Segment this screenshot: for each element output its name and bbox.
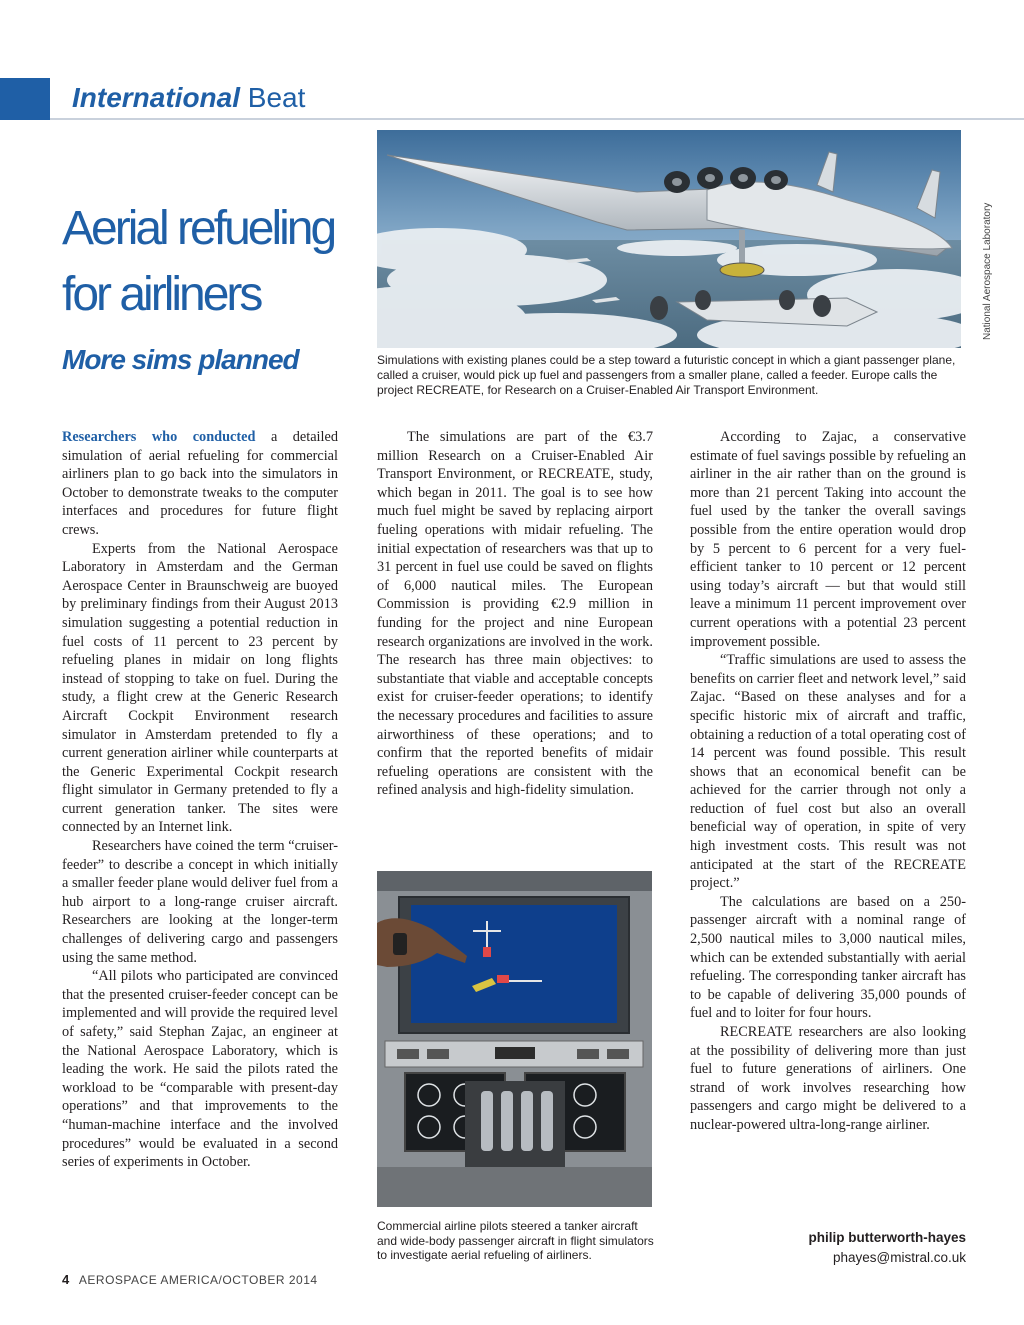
- paragraph-text: a detailed simulation of aerial refueling for commercial airliners plan to go back into the simulators in October to demonstrate tweaks to the computer interfaces and procedures for future flight crews.: [62, 429, 338, 538]
- article-paragraph: “Traffic simulations are used to assess the benefits on carrier fleet and network level,” said Zajac. “Based on these analyses and for a specific historic mix of aircraft and traffic, obtaining a reduction of a total operating cost of 14 percent was found possible. This result shows that an economical benefit can be achieved for the carrier through not only a reduction of fuel cost but also an overall beneficial way of operation, in spite of very high investment costs. This result was not anticipated at the start of the RECREATE project.”: [690, 652, 966, 892]
- cruiser-feeder-photo: [377, 130, 961, 348]
- page-footer: [62, 1270, 318, 1290]
- article-paragraph: The simulations are part of the €3.7 million Research on a Cruiser-Enabled Air Transport Environment, or RECREATE, study, which began in 2011. The goal is to see how much fuel might be saved by replacing airport fueling operations with midair refueling. The initial expectation of researchers was that up to 31 percent in fuel use could be saved on flights of 6,000 nautical miles. The European Commission is providing €2.9 million in funding for the project and nine European research organizations are involved in the work. The research has three main objectives: to substantiate that viable and acceptable concepts exist for cruiser-feeder operations; to identify the necessary procedures and facilities to assure airworthiness of these operations; and to confirm that the reported benefits of midair refueling operations are consistent with the refined analysis and high-fidelity simulation.: [377, 429, 653, 799]
- article-paragraph: According to Zajac, a conservative estimate of fuel savings possible by refueling an airliner in the air rather than on the ground is more than 21 percent Taking into account the fuel used by the tanker the overall savings possible from the entire operation would drop by 5 percent to 6 percent for a very fuel-efficient tanker to 10 percent or 12 percent using today’s aircraft — but that would still leave a minimum 11 percent improvement over current operations with a potential 23 percent improvement possible.: [690, 429, 966, 650]
- subheadline: More sims planned: [62, 344, 299, 375]
- bottom-photo-caption: Commercial airline pilots steered a tanker aircraft and wide-body passenger aircraft in flight simulators to investigate aerial refueling of airliners.: [377, 1219, 654, 1263]
- cockpit-simulator-photo: [377, 871, 652, 1207]
- article-paragraph: [62, 428, 338, 540]
- byline: [690, 1228, 966, 1268]
- section-rule: [50, 118, 1024, 120]
- publication-line: AEROSPACE AMERICA/OCTOBER 2014: [78, 1273, 318, 1287]
- article-column-2: [377, 428, 653, 800]
- article-paragraph: Researchers have coined the term “cruiser-feeder” to describe a concept in which initially a smaller feeder plane would deliver fuel from a hub airport to a long-range cruiser aircraft. Researchers are looking at the longer-term challenges of delivering cargo and passengers using the same method.: [62, 838, 338, 966]
- headline-line-2: for airliners: [62, 268, 261, 321]
- article-column-3: [690, 428, 966, 1135]
- section-color-block: [0, 78, 50, 120]
- article-column-1: [62, 428, 338, 1172]
- author-email: phayes@mistral.co.uk: [832, 1250, 966, 1265]
- cockpit-simulator-illustration: [377, 871, 652, 1207]
- cruiser-feeder-illustration: [377, 130, 961, 348]
- article-paragraph: The calculations are based on a 250-passenger aircraft with a nominal range of 2,500 nautical miles to 3,000 nautical miles, which can be extended substantially with aerial refueling. The corresponding tanker aircraft has to be capable of delivering 35,000 pounds of fuel and to loiter for four hours.: [690, 893, 966, 1022]
- article-paragraph: RECREATE researchers are also looking at the possibility of delivering more than just fuel to future generations of airliners. One strand of work involves researching how passengers and cargo might be delivered to a nuclear-powered ultra-long-range airliner.: [690, 1024, 966, 1133]
- photo-credit-text: National Aerospace Laboratory: [982, 202, 993, 340]
- lead-in: Researchers who conducted: [62, 429, 256, 445]
- section-label-rest: Beat: [247, 82, 306, 113]
- article-paragraph: “All pilots who participated are convinced that the presented cruiser-feeder concept can be implemented and will provide the required level of safety,” said Stephan Zajac, an engineer at the National Aerospace Laboratory, which is leading the work. He said the pilots rated the workload to be “comparable with present-day operations” and that improvements to the “human-machine interface and the involved procedures” would be evaluated in a second series of experiments in October.: [62, 968, 338, 1171]
- article-paragraph: Experts from the National Aerospace Laboratory in Amsterdam and the German Aerospace Center in Braunschweig are buoyed by preliminary findings from their August 2013 simulation suggesting a potential reduction in fuel costs of 11 percent to 23 percent by refueling planes in midair on long flights instead of stopping to take on fuel. During the study, a flight crew at the Generic Research Aircraft Cockpit Environment research simulator in Amsterdam pretended to fly a current generation airliner while counterparts at the Generic Experimental Cockpit research flight simulator in Germany pretended to fly a current generation tanker. The sites were connected by an Internet link.: [62, 540, 338, 836]
- section-label: [72, 78, 305, 118]
- author-name: philip butterworth-hayes: [808, 1230, 966, 1245]
- headline-line-1: Aerial refueling: [62, 202, 335, 255]
- section-label-bold: International: [72, 82, 241, 113]
- top-photo-caption: Simulations with existing planes could be a step toward a futuristic concept in which a giant passenger plane, called a cruiser, would pick up fuel and passengers from a smaller plane, called a feeder. Europe calls the project RECREATE, for Research on a Cruiser-Enabled Air Transport Environment.: [377, 353, 956, 397]
- headline: [62, 196, 362, 328]
- photo-credit: [970, 202, 993, 340]
- page-number: 4: [62, 1272, 70, 1287]
